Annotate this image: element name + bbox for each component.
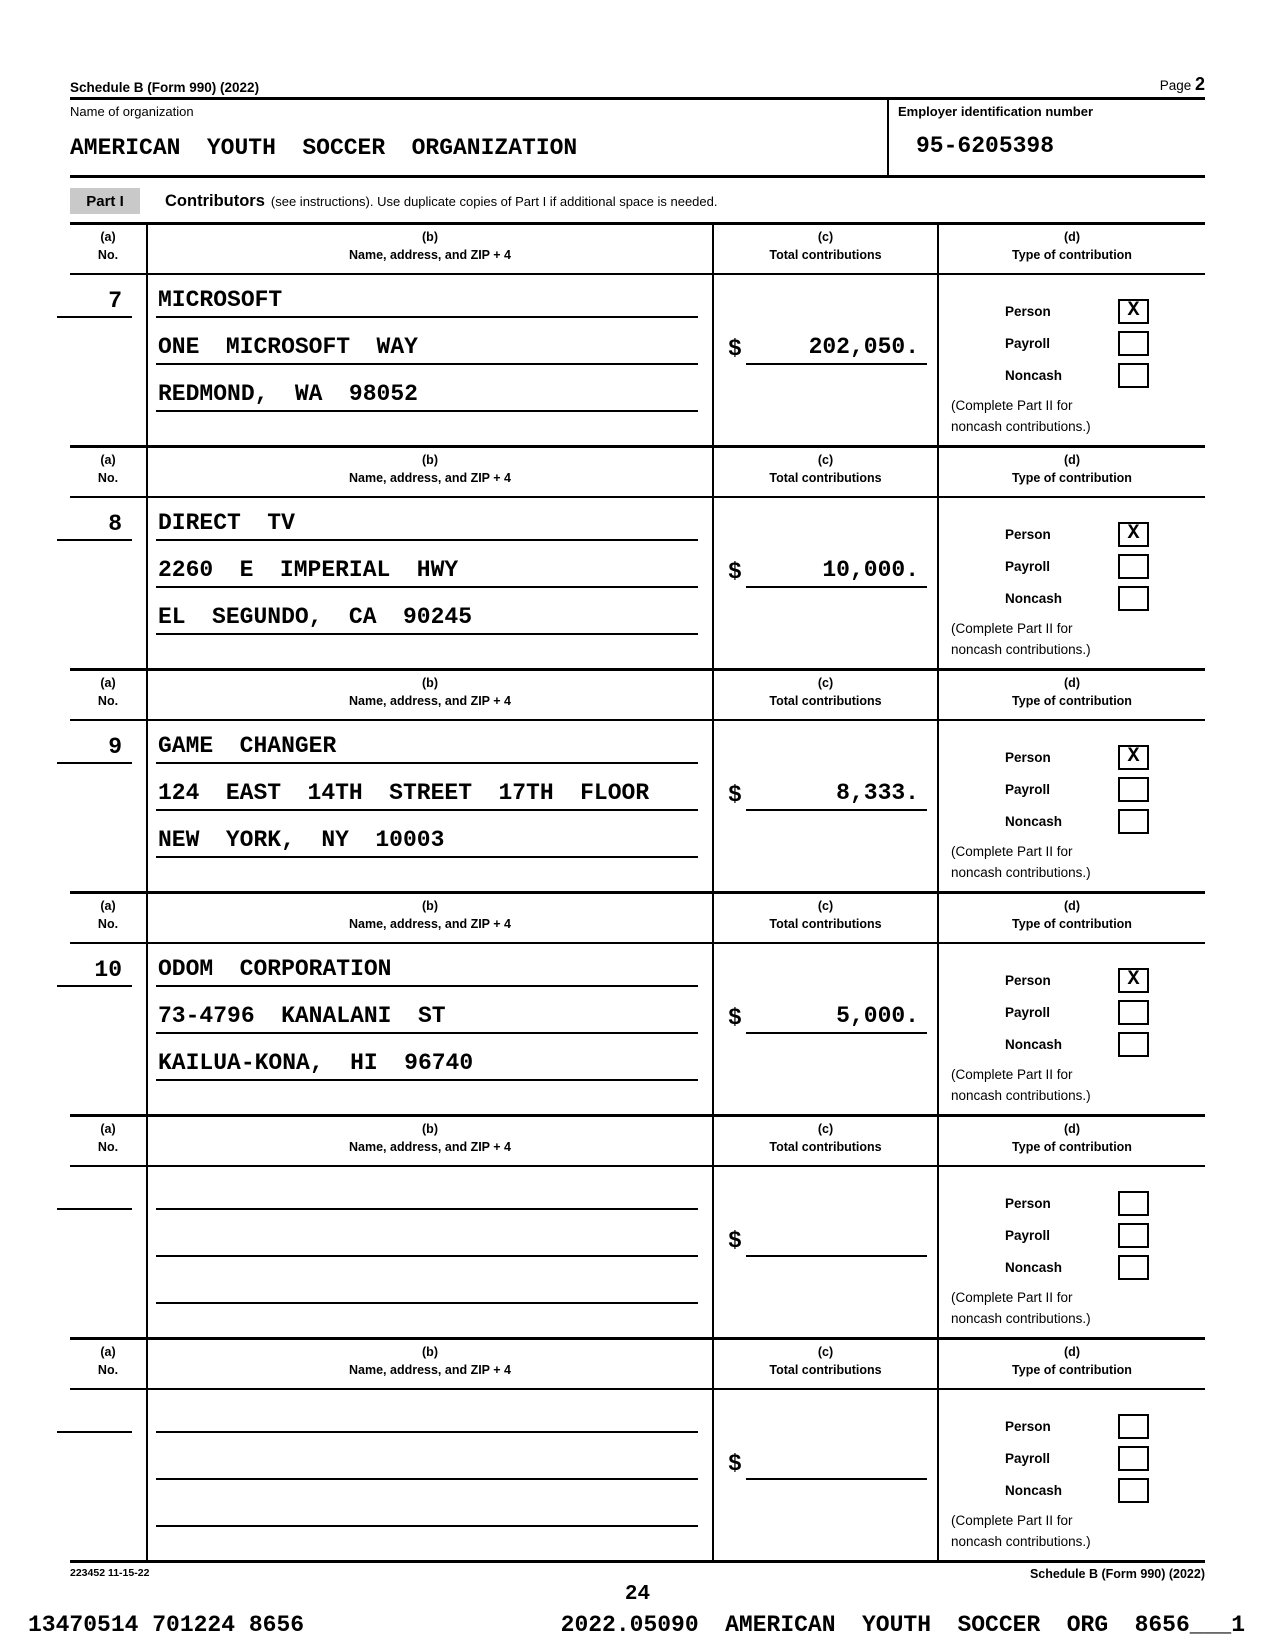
noncash-note-line1: (Complete Part II for <box>951 1290 1073 1305</box>
col-d-letter: (d) <box>1064 1122 1080 1136</box>
contributor-address-cell <box>146 721 712 891</box>
contribution-amount <box>746 1252 927 1257</box>
col-c-label: Total contributions <box>769 1140 882 1154</box>
section-body-row <box>70 275 1205 445</box>
section-body-row <box>70 944 1205 1114</box>
person-row <box>1005 521 1149 547</box>
contributors-table <box>70 222 1205 1563</box>
ein-label: Employer identification number <box>898 104 1094 119</box>
col-a-header <box>70 448 146 496</box>
noncash-label: Noncash <box>1005 813 1063 829</box>
payroll-label: Payroll <box>1005 558 1051 574</box>
noncash-note-line2: noncash contributions.) <box>951 418 1091 434</box>
total-contributions-cell <box>712 498 937 668</box>
section-body-row <box>70 721 1205 891</box>
col-d-header <box>937 225 1205 273</box>
contributor-address-cell <box>146 275 712 445</box>
col-b-label: Name, address, and ZIP + 4 <box>349 1363 511 1377</box>
col-b-label: Name, address, and ZIP + 4 <box>349 917 511 931</box>
contribution-type-cell <box>937 721 1205 891</box>
noncash-note-line2: noncash contributions.) <box>951 1533 1091 1549</box>
noncash-note-line1: (Complete Part II for <box>951 1067 1073 1082</box>
contributor-address-cell <box>146 1167 712 1337</box>
noncash-note <box>951 396 1205 438</box>
col-d-header <box>937 1340 1205 1388</box>
contributor-city-field: EL SEGUNDO, CA 90245 <box>156 588 698 635</box>
payroll-label: Payroll <box>1005 1227 1051 1243</box>
amount-line <box>728 318 927 365</box>
part1-title-text: Contributors <box>165 191 265 210</box>
section-body-row <box>70 1390 1205 1560</box>
contributor-number-cell <box>70 1167 146 1337</box>
amount-line <box>728 1210 927 1257</box>
contributor-street-field: 2260 E IMPERIAL HWY <box>156 541 698 588</box>
noncash-note-line1: (Complete Part II for <box>951 1513 1073 1528</box>
noncash-row <box>1005 1254 1149 1280</box>
person-label: Person <box>1005 1195 1051 1211</box>
col-a-letter: (a) <box>100 453 116 467</box>
footer-row-1 <box>70 1567 1205 1581</box>
amount-line <box>728 1433 927 1480</box>
contributor-name-field <box>156 1167 698 1210</box>
organization-block <box>70 100 1205 178</box>
page-label: Page <box>1159 78 1192 93</box>
ein-cell <box>887 100 1205 175</box>
col-a-header <box>70 894 146 942</box>
contributor-number-cell <box>70 275 146 445</box>
contribution-amount: 8,333. <box>746 780 927 811</box>
col-c-header <box>712 1117 937 1165</box>
contributor-number: 9 <box>57 735 132 764</box>
noncash-note-line2: noncash contributions.) <box>951 1310 1091 1326</box>
col-d-label: Type of contribution <box>1012 694 1132 708</box>
contributor-number <box>57 1181 132 1210</box>
person-checkbox <box>1118 299 1149 324</box>
col-b-letter: (b) <box>422 230 438 244</box>
noncash-note <box>951 842 1205 884</box>
page-indicator <box>1160 74 1205 95</box>
col-b-header <box>146 1340 712 1388</box>
total-contributions-cell <box>712 944 937 1114</box>
col-c-label: Total contributions <box>769 694 882 708</box>
col-b-header <box>146 448 712 496</box>
footer-row-2 <box>28 1612 1245 1638</box>
col-c-letter: (c) <box>817 1345 834 1359</box>
contributor-street-field: 73-4796 KANALANI ST <box>156 987 698 1034</box>
contribution-amount: 202,050. <box>746 334 927 365</box>
col-d-letter: (d) <box>1064 899 1080 913</box>
part1-bar <box>70 187 1205 215</box>
total-contributions-cell <box>712 1390 937 1560</box>
col-a-label: No. <box>97 471 119 485</box>
contribution-type-cell <box>937 1390 1205 1560</box>
person-label: Person <box>1005 749 1051 765</box>
person-row <box>1005 744 1149 770</box>
noncash-row <box>1005 808 1149 834</box>
noncash-checkbox <box>1118 363 1149 388</box>
col-b-label: Name, address, and ZIP + 4 <box>349 471 511 485</box>
col-c-header <box>712 448 937 496</box>
contributor-name-field: DIRECT TV <box>156 498 698 541</box>
noncash-label: Noncash <box>1005 367 1063 383</box>
organization-name-label: Name of organization <box>70 104 194 119</box>
contributor-number <box>57 1404 132 1433</box>
noncash-note-line1: (Complete Part II for <box>951 844 1073 859</box>
noncash-checkbox <box>1118 586 1149 611</box>
contributor-name-field: ODOM CORPORATION <box>156 944 698 987</box>
col-b-label: Name, address, and ZIP + 4 <box>349 694 511 708</box>
contributor-section <box>70 445 1205 668</box>
amount-line <box>728 987 927 1034</box>
payroll-checkbox <box>1118 554 1149 579</box>
col-b-header <box>146 671 712 719</box>
col-a-header <box>70 1340 146 1388</box>
contribution-type-cell <box>937 275 1205 445</box>
section-body-row <box>70 498 1205 668</box>
contributor-city-field: KAILUA-KONA, HI 96740 <box>156 1034 698 1081</box>
noncash-label: Noncash <box>1005 590 1063 606</box>
payroll-row <box>1005 776 1149 802</box>
footer-form-name: Schedule B (Form 990) (2022) <box>1029 1567 1205 1581</box>
col-c-letter: (c) <box>817 899 834 913</box>
col-d-label: Type of contribution <box>1012 1140 1132 1154</box>
col-d-letter: (d) <box>1064 1345 1080 1359</box>
col-d-header <box>937 1117 1205 1165</box>
col-c-label: Total contributions <box>769 1363 882 1377</box>
payroll-row <box>1005 1445 1149 1471</box>
contributor-section <box>70 891 1205 1114</box>
part1-instructions: (see instructions). Use duplicate copies of Part I if additional space is needed. <box>270 193 718 209</box>
payroll-label: Payroll <box>1005 335 1051 351</box>
contribution-amount <box>746 1475 927 1480</box>
contributor-number-cell <box>70 721 146 891</box>
noncash-note <box>951 619 1205 661</box>
col-d-label: Type of contribution <box>1012 471 1132 485</box>
noncash-note <box>951 1511 1205 1553</box>
col-c-label: Total contributions <box>769 248 882 262</box>
noncash-note-line2: noncash contributions.) <box>951 1087 1091 1103</box>
section-body-row <box>70 1167 1205 1337</box>
col-a-label: No. <box>97 917 119 931</box>
footer-page-number: 24 <box>624 1583 651 1606</box>
noncash-checkbox <box>1118 1255 1149 1280</box>
payroll-row <box>1005 1222 1149 1248</box>
form-title: Schedule B (Form 990) (2022) <box>70 80 260 95</box>
col-c-letter: (c) <box>817 230 834 244</box>
payroll-row <box>1005 999 1149 1025</box>
amount-line <box>728 541 927 588</box>
noncash-note-line1: (Complete Part II for <box>951 621 1073 636</box>
contributor-city-field <box>156 1257 698 1304</box>
col-a-label: No. <box>97 1140 119 1154</box>
noncash-row <box>1005 1477 1149 1503</box>
noncash-checkbox <box>1118 809 1149 834</box>
col-a-label: No. <box>97 1363 119 1377</box>
col-b-label: Name, address, and ZIP + 4 <box>349 1140 511 1154</box>
contribution-type-cell <box>937 944 1205 1114</box>
person-checkbox <box>1118 1414 1149 1439</box>
contributor-name-field: GAME CHANGER <box>156 721 698 764</box>
col-a-label: No. <box>97 248 119 262</box>
contributor-address-cell <box>146 944 712 1114</box>
payroll-row <box>1005 330 1149 356</box>
person-checkbox <box>1118 968 1149 993</box>
contributor-name-field <box>156 1390 698 1433</box>
col-c-letter: (c) <box>817 676 834 690</box>
person-label: Person <box>1005 1418 1051 1434</box>
contributor-number: 10 <box>57 958 132 987</box>
ein-value: 95-6205398 <box>916 133 1055 159</box>
col-c-header <box>712 1340 937 1388</box>
payroll-checkbox <box>1118 1446 1149 1471</box>
contribution-type-cell <box>937 498 1205 668</box>
tracking-number-left: 13470514 701224 8656 <box>28 1612 305 1638</box>
noncash-note-line2: noncash contributions.) <box>951 641 1091 657</box>
payroll-label: Payroll <box>1005 1004 1051 1020</box>
contributor-city-field: REDMOND, WA 98052 <box>156 365 698 412</box>
contributor-number: 7 <box>57 289 132 318</box>
col-d-letter: (d) <box>1064 230 1080 244</box>
payroll-label: Payroll <box>1005 781 1051 797</box>
col-a-letter: (a) <box>100 899 116 913</box>
col-a-header <box>70 671 146 719</box>
noncash-checkbox <box>1118 1032 1149 1057</box>
col-a-letter: (a) <box>100 1122 116 1136</box>
page-number: 2 <box>1194 74 1205 94</box>
col-b-letter: (b) <box>422 1345 438 1359</box>
person-row <box>1005 967 1149 993</box>
contributor-number-cell <box>70 944 146 1114</box>
col-d-label: Type of contribution <box>1012 917 1132 931</box>
person-checkbox <box>1118 522 1149 547</box>
contributor-address-cell <box>146 498 712 668</box>
col-d-letter: (d) <box>1064 676 1080 690</box>
section-header-row <box>70 448 1205 498</box>
col-d-letter: (d) <box>1064 453 1080 467</box>
col-a-header <box>70 1117 146 1165</box>
contributor-street-field: 124 EAST 14TH STREET 17TH FLOOR <box>156 764 698 811</box>
col-b-label: Name, address, and ZIP + 4 <box>349 248 511 262</box>
contributor-number: 8 <box>57 512 132 541</box>
contribution-amount: 10,000. <box>746 557 927 588</box>
contributor-street-field <box>156 1433 698 1480</box>
section-header-row <box>70 1117 1205 1167</box>
col-b-header <box>146 894 712 942</box>
contribution-type-cell <box>937 1167 1205 1337</box>
payroll-checkbox <box>1118 1223 1149 1248</box>
part1-label: Part I <box>70 188 140 214</box>
col-c-letter: (c) <box>817 1122 834 1136</box>
noncash-note-line1: (Complete Part II for <box>951 398 1073 413</box>
noncash-note-line2: noncash contributions.) <box>951 864 1091 880</box>
col-b-header <box>146 1117 712 1165</box>
contribution-amount: 5,000. <box>746 1003 927 1034</box>
section-header-row <box>70 225 1205 275</box>
total-contributions-cell <box>712 275 937 445</box>
col-c-header <box>712 894 937 942</box>
dollar-sign: $ <box>728 1451 742 1477</box>
col-b-letter: (b) <box>422 676 438 690</box>
col-c-header <box>712 225 937 273</box>
col-b-letter: (b) <box>422 899 438 913</box>
col-d-header <box>937 894 1205 942</box>
col-c-header <box>712 671 937 719</box>
noncash-row <box>1005 362 1149 388</box>
contributor-street-field <box>156 1210 698 1257</box>
contributor-section <box>70 225 1205 445</box>
noncash-row <box>1005 1031 1149 1057</box>
col-d-header <box>937 448 1205 496</box>
organization-name-value: AMERICAN YOUTH SOCCER ORGANIZATION <box>70 135 578 161</box>
noncash-note <box>951 1288 1205 1330</box>
total-contributions-cell <box>712 1167 937 1337</box>
contributor-section <box>70 668 1205 891</box>
dollar-sign: $ <box>728 559 742 585</box>
total-contributions-cell <box>712 721 937 891</box>
dollar-sign: $ <box>728 782 742 808</box>
person-checkbox <box>1118 1191 1149 1216</box>
payroll-row <box>1005 553 1149 579</box>
person-row <box>1005 1413 1149 1439</box>
dollar-sign: $ <box>728 1005 742 1031</box>
payroll-checkbox <box>1118 1000 1149 1025</box>
noncash-label: Noncash <box>1005 1036 1063 1052</box>
noncash-row <box>1005 585 1149 611</box>
page-header <box>70 74 1205 100</box>
person-label: Person <box>1005 972 1051 988</box>
dollar-sign: $ <box>728 1228 742 1254</box>
col-b-letter: (b) <box>422 1122 438 1136</box>
noncash-note <box>951 1065 1205 1107</box>
amount-line <box>728 764 927 811</box>
col-c-label: Total contributions <box>769 917 882 931</box>
contributor-city-field <box>156 1480 698 1527</box>
col-d-label: Type of contribution <box>1012 1363 1132 1377</box>
payroll-checkbox <box>1118 777 1149 802</box>
person-row <box>1005 1190 1149 1216</box>
contributor-number-cell <box>70 498 146 668</box>
dollar-sign: $ <box>728 336 742 362</box>
organization-name-cell <box>70 100 887 175</box>
contributor-address-cell <box>146 1390 712 1560</box>
part1-title <box>165 192 717 211</box>
col-a-letter: (a) <box>100 230 116 244</box>
person-row <box>1005 298 1149 324</box>
section-header-row <box>70 1340 1205 1390</box>
person-checkbox <box>1118 745 1149 770</box>
contributor-number-cell <box>70 1390 146 1560</box>
col-d-header <box>937 671 1205 719</box>
section-header-row <box>70 671 1205 721</box>
noncash-label: Noncash <box>1005 1259 1063 1275</box>
col-a-header <box>70 225 146 273</box>
contributor-city-field: NEW YORK, NY 10003 <box>156 811 698 858</box>
noncash-checkbox <box>1118 1478 1149 1503</box>
contributor-name-field: MICROSOFT <box>156 275 698 318</box>
col-d-label: Type of contribution <box>1012 248 1132 262</box>
col-c-letter: (c) <box>817 453 834 467</box>
payroll-label: Payroll <box>1005 1450 1051 1466</box>
noncash-label: Noncash <box>1005 1482 1063 1498</box>
col-a-letter: (a) <box>100 1345 116 1359</box>
col-b-header <box>146 225 712 273</box>
contributor-street-field: ONE MICROSOFT WAY <box>156 318 698 365</box>
tracking-number-right: 2022.05090 AMERICAN YOUTH SOCCER ORG 8656___1 <box>560 1612 1245 1638</box>
col-a-label: No. <box>97 694 119 708</box>
col-a-letter: (a) <box>100 676 116 690</box>
col-c-label: Total contributions <box>769 471 882 485</box>
col-b-letter: (b) <box>422 453 438 467</box>
contributor-section <box>70 1114 1205 1337</box>
person-label: Person <box>1005 303 1051 319</box>
section-header-row <box>70 894 1205 944</box>
contributor-section <box>70 1337 1205 1560</box>
form-code: 223452 11-15-22 <box>70 1567 150 1579</box>
payroll-checkbox <box>1118 331 1149 356</box>
person-label: Person <box>1005 526 1051 542</box>
